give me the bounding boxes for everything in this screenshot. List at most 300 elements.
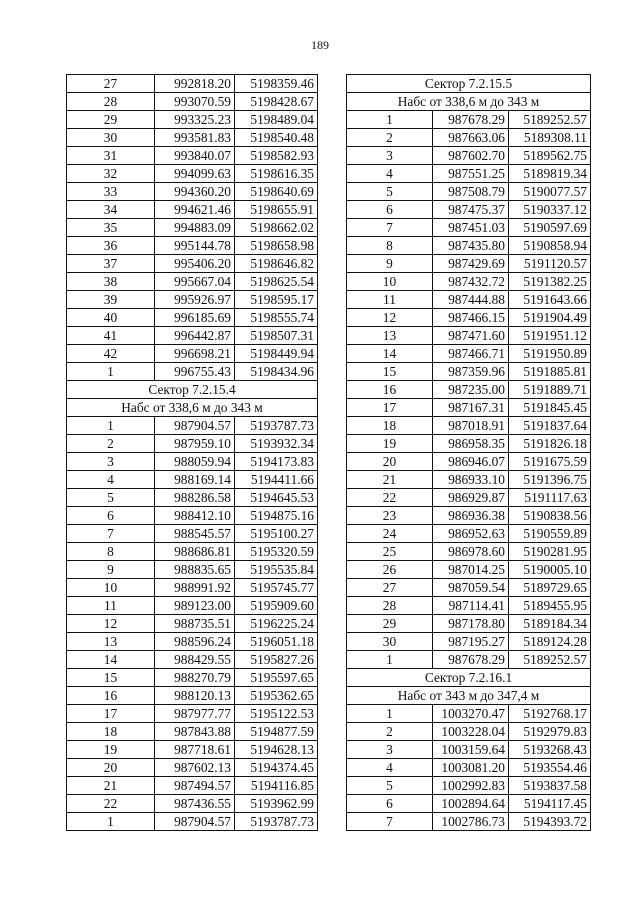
table-row <box>67 561 318 579</box>
y-coordinate-cell: 5194117.45 <box>509 795 591 813</box>
y-coordinate-cell: 5198555.74 <box>235 309 318 327</box>
y-coordinate-cell: 5198434.96 <box>235 363 318 381</box>
point-number-cell: 35 <box>67 219 155 237</box>
x-coordinate-cell: 987904.57 <box>155 813 235 831</box>
table-row <box>347 309 591 327</box>
y-coordinate-cell: 5194116.85 <box>235 777 318 795</box>
y-coordinate-cell: 5193554.46 <box>509 759 591 777</box>
table-row <box>67 255 318 273</box>
y-coordinate-cell: 5190838.56 <box>509 507 591 525</box>
sector-subtitle-row <box>347 93 591 111</box>
y-coordinate-cell: 5194393.72 <box>509 813 591 831</box>
x-coordinate-cell: 988412.10 <box>155 507 235 525</box>
point-number-cell: 28 <box>67 93 155 111</box>
y-coordinate-cell: 5198655.91 <box>235 201 318 219</box>
x-coordinate-cell: 987602.13 <box>155 759 235 777</box>
table-row <box>347 543 591 561</box>
x-coordinate-cell: 1002786.73 <box>433 813 509 831</box>
x-coordinate-cell: 995667.04 <box>155 273 235 291</box>
y-coordinate-cell: 5198616.35 <box>235 165 318 183</box>
y-coordinate-cell: 5198662.02 <box>235 219 318 237</box>
point-number-cell: 15 <box>347 363 433 381</box>
y-coordinate-cell: 5194645.53 <box>235 489 318 507</box>
y-coordinate-cell: 5191951.12 <box>509 327 591 345</box>
x-coordinate-cell: 994360.20 <box>155 183 235 201</box>
point-number-cell: 10 <box>67 579 155 597</box>
y-coordinate-cell: 5198489.04 <box>235 111 318 129</box>
table-row <box>67 435 318 453</box>
point-number-cell: 24 <box>347 525 433 543</box>
y-coordinate-cell: 5193787.73 <box>235 813 318 831</box>
y-coordinate-cell: 5189184.34 <box>509 615 591 633</box>
point-number-cell: 16 <box>67 687 155 705</box>
x-coordinate-cell: 988286.58 <box>155 489 235 507</box>
y-coordinate-cell: 5189252.57 <box>509 651 591 669</box>
table-row <box>67 813 318 831</box>
point-number-cell: 2 <box>347 723 433 741</box>
point-number-cell: 7 <box>347 219 433 237</box>
table-row <box>347 633 591 651</box>
table-row <box>67 291 318 309</box>
y-coordinate-cell: 5198658.98 <box>235 237 318 255</box>
table-row <box>347 489 591 507</box>
point-number-cell: 19 <box>67 741 155 759</box>
sector-header-row <box>347 669 591 687</box>
x-coordinate-cell: 987178.80 <box>433 615 509 633</box>
x-coordinate-cell: 1003270.47 <box>433 705 509 723</box>
point-number-cell: 3 <box>347 741 433 759</box>
table-row <box>67 219 318 237</box>
x-coordinate-cell: 987359.96 <box>433 363 509 381</box>
y-coordinate-cell: 5192979.83 <box>509 723 591 741</box>
point-number-cell: 2 <box>347 129 433 147</box>
table-row <box>67 615 318 633</box>
x-coordinate-cell: 987466.15 <box>433 309 509 327</box>
y-coordinate-cell: 5193787.73 <box>235 417 318 435</box>
point-number-cell: 5 <box>347 183 433 201</box>
y-coordinate-cell: 5191120.57 <box>509 255 591 273</box>
table-row <box>67 777 318 795</box>
x-coordinate-cell: 993840.07 <box>155 147 235 165</box>
point-number-cell: 25 <box>347 543 433 561</box>
x-coordinate-cell: 996698.21 <box>155 345 235 363</box>
y-coordinate-cell: 5196051.18 <box>235 633 318 651</box>
x-coordinate-cell: 987167.31 <box>433 399 509 417</box>
y-coordinate-cell: 5191950.89 <box>509 345 591 363</box>
sector-elevation-range: Набс от 338,6 м до 343 м <box>347 93 591 111</box>
table-row <box>347 597 591 615</box>
y-coordinate-cell: 5198640.69 <box>235 183 318 201</box>
y-coordinate-cell: 5193932.34 <box>235 435 318 453</box>
table-row <box>347 219 591 237</box>
y-coordinate-cell: 5193837.58 <box>509 777 591 795</box>
y-coordinate-cell: 5191845.45 <box>509 399 591 417</box>
y-coordinate-cell: 5189819.34 <box>509 165 591 183</box>
x-coordinate-cell: 992818.20 <box>155 75 235 93</box>
y-coordinate-cell: 5195535.84 <box>235 561 318 579</box>
x-coordinate-cell: 987718.61 <box>155 741 235 759</box>
table-row <box>67 633 318 651</box>
table-row <box>67 345 318 363</box>
point-number-cell: 1 <box>67 417 155 435</box>
table-row <box>347 651 591 669</box>
table-row <box>67 417 318 435</box>
x-coordinate-cell: 987432.72 <box>433 273 509 291</box>
point-number-cell: 8 <box>347 237 433 255</box>
y-coordinate-cell: 5189308.11 <box>509 129 591 147</box>
table-row <box>67 759 318 777</box>
point-number-cell: 1 <box>347 111 433 129</box>
table-row <box>347 201 591 219</box>
x-coordinate-cell: 988120.13 <box>155 687 235 705</box>
x-coordinate-cell: 987466.71 <box>433 345 509 363</box>
point-number-cell: 32 <box>67 165 155 183</box>
table-row <box>347 471 591 489</box>
y-coordinate-cell: 5189455.95 <box>509 597 591 615</box>
y-coordinate-cell: 5198507.31 <box>235 327 318 345</box>
y-coordinate-cell: 5191904.49 <box>509 309 591 327</box>
x-coordinate-cell: 986946.07 <box>433 453 509 471</box>
point-number-cell: 29 <box>67 111 155 129</box>
y-coordinate-cell: 5191826.18 <box>509 435 591 453</box>
x-coordinate-cell: 987195.27 <box>433 633 509 651</box>
table-row <box>67 705 318 723</box>
table-row <box>67 525 318 543</box>
y-coordinate-cell: 5189252.57 <box>509 111 591 129</box>
table-row <box>67 273 318 291</box>
table-row <box>347 399 591 417</box>
x-coordinate-cell: 987235.00 <box>433 381 509 399</box>
y-coordinate-cell: 5192768.17 <box>509 705 591 723</box>
point-number-cell: 16 <box>347 381 433 399</box>
x-coordinate-cell: 987018.91 <box>433 417 509 435</box>
y-coordinate-cell: 5190597.69 <box>509 219 591 237</box>
table-row <box>67 579 318 597</box>
point-number-cell: 37 <box>67 255 155 273</box>
y-coordinate-cell: 5194875.16 <box>235 507 318 525</box>
y-coordinate-cell: 5190858.94 <box>509 237 591 255</box>
point-number-cell: 30 <box>67 129 155 147</box>
point-number-cell: 7 <box>67 525 155 543</box>
x-coordinate-cell: 987429.69 <box>433 255 509 273</box>
x-coordinate-cell: 987475.37 <box>433 201 509 219</box>
point-number-cell: 22 <box>67 795 155 813</box>
y-coordinate-cell: 5190005.10 <box>509 561 591 579</box>
point-number-cell: 38 <box>67 273 155 291</box>
x-coordinate-cell: 987508.79 <box>433 183 509 201</box>
point-number-cell: 12 <box>67 615 155 633</box>
y-coordinate-cell: 5191837.64 <box>509 417 591 435</box>
point-number-cell: 9 <box>347 255 433 273</box>
y-coordinate-cell: 5198582.93 <box>235 147 318 165</box>
table-row <box>347 273 591 291</box>
point-number-cell: 33 <box>67 183 155 201</box>
table-row <box>347 129 591 147</box>
x-coordinate-cell: 1003228.04 <box>433 723 509 741</box>
point-number-cell: 39 <box>67 291 155 309</box>
y-coordinate-cell: 5194628.13 <box>235 741 318 759</box>
point-number-cell: 42 <box>67 345 155 363</box>
point-number-cell: 31 <box>67 147 155 165</box>
point-number-cell: 27 <box>67 75 155 93</box>
point-number-cell: 6 <box>347 795 433 813</box>
point-number-cell: 3 <box>67 453 155 471</box>
table-row <box>67 687 318 705</box>
point-number-cell: 8 <box>67 543 155 561</box>
table-row <box>347 363 591 381</box>
point-number-cell: 19 <box>347 435 433 453</box>
sector-subtitle-row <box>67 399 318 417</box>
y-coordinate-cell: 5198625.54 <box>235 273 318 291</box>
point-number-cell: 30 <box>347 633 433 651</box>
y-coordinate-cell: 5191889.71 <box>509 381 591 399</box>
x-coordinate-cell: 993325.23 <box>155 111 235 129</box>
sector-elevation-range: Набс от 343 м до 347,4 м <box>347 687 591 705</box>
x-coordinate-cell: 988735.51 <box>155 615 235 633</box>
y-coordinate-cell: 5198595.17 <box>235 291 318 309</box>
point-number-cell: 4 <box>67 471 155 489</box>
x-coordinate-cell: 988545.57 <box>155 525 235 543</box>
sector-title: Сектор 7.2.15.4 <box>67 381 318 399</box>
y-coordinate-cell: 5194374.45 <box>235 759 318 777</box>
y-coordinate-cell: 5190559.89 <box>509 525 591 543</box>
table-row <box>67 93 318 111</box>
sector-elevation-range: Набс от 338,6 м до 343 м <box>67 399 318 417</box>
x-coordinate-cell: 994099.63 <box>155 165 235 183</box>
table-row <box>347 615 591 633</box>
point-number-cell: 4 <box>347 165 433 183</box>
table-row <box>347 255 591 273</box>
point-number-cell: 1 <box>347 705 433 723</box>
point-number-cell: 14 <box>347 345 433 363</box>
table-row <box>347 435 591 453</box>
point-number-cell: 6 <box>347 201 433 219</box>
y-coordinate-cell: 5189729.65 <box>509 579 591 597</box>
x-coordinate-cell: 996755.43 <box>155 363 235 381</box>
table-row <box>67 543 318 561</box>
table-row <box>347 111 591 129</box>
x-coordinate-cell: 988169.14 <box>155 471 235 489</box>
y-coordinate-cell: 5198428.67 <box>235 93 318 111</box>
x-coordinate-cell: 988270.79 <box>155 669 235 687</box>
x-coordinate-cell: 1003081.20 <box>433 759 509 777</box>
table-row <box>347 453 591 471</box>
table-row <box>67 327 318 345</box>
y-coordinate-cell: 5195745.77 <box>235 579 318 597</box>
point-number-cell: 22 <box>347 489 433 507</box>
table-row <box>67 129 318 147</box>
y-coordinate-cell: 5189562.75 <box>509 147 591 165</box>
point-number-cell: 26 <box>347 561 433 579</box>
x-coordinate-cell: 987904.57 <box>155 417 235 435</box>
x-coordinate-cell: 989123.00 <box>155 597 235 615</box>
table-row <box>67 201 318 219</box>
point-number-cell: 17 <box>347 399 433 417</box>
point-number-cell: 9 <box>67 561 155 579</box>
x-coordinate-cell: 988596.24 <box>155 633 235 651</box>
x-coordinate-cell: 988686.81 <box>155 543 235 561</box>
y-coordinate-cell: 5193268.43 <box>509 741 591 759</box>
point-number-cell: 18 <box>67 723 155 741</box>
x-coordinate-cell: 1002992.83 <box>433 777 509 795</box>
y-coordinate-cell: 5198449.94 <box>235 345 318 363</box>
point-number-cell: 2 <box>67 435 155 453</box>
table-row <box>347 327 591 345</box>
x-coordinate-cell: 987471.60 <box>433 327 509 345</box>
table-row <box>67 651 318 669</box>
table-row <box>347 723 591 741</box>
table-row <box>347 291 591 309</box>
table-row <box>67 723 318 741</box>
point-number-cell: 21 <box>347 471 433 489</box>
point-number-cell: 13 <box>347 327 433 345</box>
point-number-cell: 4 <box>347 759 433 777</box>
point-number-cell: 21 <box>67 777 155 795</box>
x-coordinate-cell: 994883.09 <box>155 219 235 237</box>
x-coordinate-cell: 986933.10 <box>433 471 509 489</box>
point-number-cell: 36 <box>67 237 155 255</box>
y-coordinate-cell: 5196225.24 <box>235 615 318 633</box>
y-coordinate-cell: 5194877.59 <box>235 723 318 741</box>
point-number-cell: 1 <box>347 651 433 669</box>
x-coordinate-cell: 987678.29 <box>433 651 509 669</box>
x-coordinate-cell: 988429.55 <box>155 651 235 669</box>
y-coordinate-cell: 5191117.63 <box>509 489 591 507</box>
y-coordinate-cell: 5195362.65 <box>235 687 318 705</box>
table-row <box>67 795 318 813</box>
x-coordinate-cell: 987663.06 <box>433 129 509 147</box>
table-row <box>347 147 591 165</box>
y-coordinate-cell: 5195320.59 <box>235 543 318 561</box>
point-number-cell: 17 <box>67 705 155 723</box>
y-coordinate-cell: 5193962.99 <box>235 795 318 813</box>
point-number-cell: 27 <box>347 579 433 597</box>
table-row <box>347 705 591 723</box>
point-number-cell: 20 <box>347 453 433 471</box>
y-coordinate-cell: 5198646.82 <box>235 255 318 273</box>
table-row <box>347 795 591 813</box>
y-coordinate-cell: 5195827.26 <box>235 651 318 669</box>
point-number-cell: 18 <box>347 417 433 435</box>
x-coordinate-cell: 994621.46 <box>155 201 235 219</box>
x-coordinate-cell: 986958.35 <box>433 435 509 453</box>
x-coordinate-cell: 987843.88 <box>155 723 235 741</box>
point-number-cell: 23 <box>347 507 433 525</box>
table-row <box>347 741 591 759</box>
x-coordinate-cell: 995926.97 <box>155 291 235 309</box>
x-coordinate-cell: 986978.60 <box>433 543 509 561</box>
table-row <box>347 561 591 579</box>
y-coordinate-cell: 5191643.66 <box>509 291 591 309</box>
table-row <box>67 669 318 687</box>
x-coordinate-cell: 993581.83 <box>155 129 235 147</box>
x-coordinate-cell: 987014.25 <box>433 561 509 579</box>
table-row <box>347 507 591 525</box>
coordinates-table-left <box>66 74 318 831</box>
table-row <box>347 777 591 795</box>
y-coordinate-cell: 5191885.81 <box>509 363 591 381</box>
x-coordinate-cell: 996442.87 <box>155 327 235 345</box>
point-number-cell: 1 <box>67 363 155 381</box>
y-coordinate-cell: 5194173.83 <box>235 453 318 471</box>
point-number-cell: 12 <box>347 309 433 327</box>
point-number-cell: 20 <box>67 759 155 777</box>
y-coordinate-cell: 5198359.46 <box>235 75 318 93</box>
table-row <box>347 525 591 543</box>
sector-subtitle-row <box>347 687 591 705</box>
y-coordinate-cell: 5195909.60 <box>235 597 318 615</box>
point-number-cell: 5 <box>347 777 433 795</box>
y-coordinate-cell: 5191396.75 <box>509 471 591 489</box>
point-number-cell: 7 <box>347 813 433 831</box>
y-coordinate-cell: 5195597.65 <box>235 669 318 687</box>
coordinates-table-right <box>346 74 591 831</box>
x-coordinate-cell: 987551.25 <box>433 165 509 183</box>
point-number-cell: 1 <box>67 813 155 831</box>
table-row <box>67 471 318 489</box>
table-row <box>347 381 591 399</box>
y-coordinate-cell: 5191675.59 <box>509 453 591 471</box>
x-coordinate-cell: 987444.88 <box>433 291 509 309</box>
table-row <box>347 417 591 435</box>
y-coordinate-cell: 5198540.48 <box>235 129 318 147</box>
y-coordinate-cell: 5190337.12 <box>509 201 591 219</box>
table-row <box>67 489 318 507</box>
table-row <box>347 237 591 255</box>
point-number-cell: 11 <box>67 597 155 615</box>
x-coordinate-cell: 987494.57 <box>155 777 235 795</box>
x-coordinate-cell: 993070.59 <box>155 93 235 111</box>
point-number-cell: 15 <box>67 669 155 687</box>
point-number-cell: 10 <box>347 273 433 291</box>
x-coordinate-cell: 1002894.64 <box>433 795 509 813</box>
table-row <box>67 597 318 615</box>
table-row <box>67 453 318 471</box>
table-row <box>67 507 318 525</box>
y-coordinate-cell: 5194411.66 <box>235 471 318 489</box>
y-coordinate-cell: 5195122.53 <box>235 705 318 723</box>
table-row <box>67 237 318 255</box>
x-coordinate-cell: 995406.20 <box>155 255 235 273</box>
x-coordinate-cell: 995144.78 <box>155 237 235 255</box>
table-row <box>67 363 318 381</box>
y-coordinate-cell: 5190077.57 <box>509 183 591 201</box>
sector-header-row <box>67 381 318 399</box>
point-number-cell: 5 <box>67 489 155 507</box>
x-coordinate-cell: 987959.10 <box>155 435 235 453</box>
table-row <box>67 741 318 759</box>
y-coordinate-cell: 5191382.25 <box>509 273 591 291</box>
table-row <box>67 147 318 165</box>
table-row <box>67 75 318 93</box>
table-row <box>347 759 591 777</box>
x-coordinate-cell: 1003159.64 <box>433 741 509 759</box>
table-row <box>347 183 591 201</box>
table-row <box>67 165 318 183</box>
table-row <box>67 111 318 129</box>
table-row <box>347 345 591 363</box>
x-coordinate-cell: 986936.38 <box>433 507 509 525</box>
point-number-cell: 28 <box>347 597 433 615</box>
y-coordinate-cell: 5195100.27 <box>235 525 318 543</box>
table-row <box>347 579 591 597</box>
x-coordinate-cell: 987435.80 <box>433 237 509 255</box>
x-coordinate-cell: 987114.41 <box>433 597 509 615</box>
table-row <box>347 813 591 831</box>
point-number-cell: 34 <box>67 201 155 219</box>
x-coordinate-cell: 987436.55 <box>155 795 235 813</box>
x-coordinate-cell: 988059.94 <box>155 453 235 471</box>
